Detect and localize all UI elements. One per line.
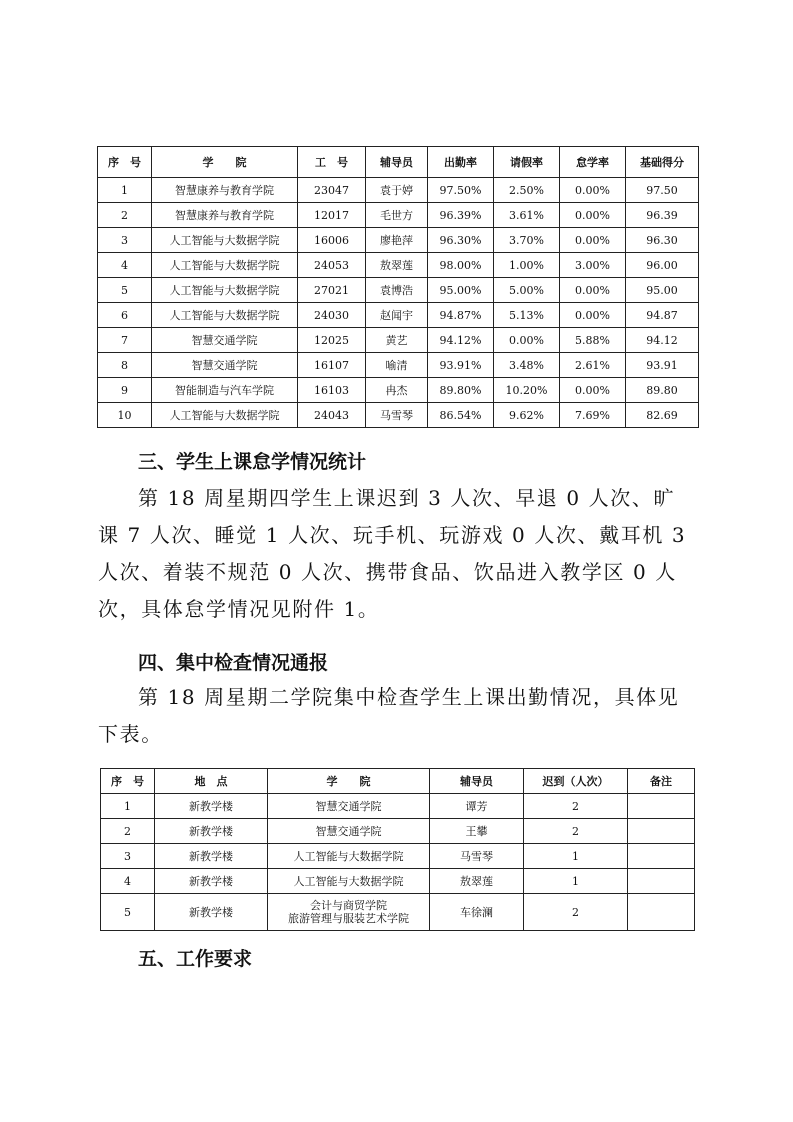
table-cell: 黄艺 bbox=[366, 328, 428, 353]
section-heading-4: 四、集中检查情况通报 bbox=[138, 652, 329, 674]
table-cell bbox=[628, 844, 695, 869]
table-cell: 9 bbox=[98, 378, 152, 403]
table-cell: 3 bbox=[98, 228, 152, 253]
table-cell: 新教学楼 bbox=[155, 869, 268, 894]
table-cell: 3.48% bbox=[494, 353, 560, 378]
table-cell: 1 bbox=[101, 794, 155, 819]
header-cell: 序 号 bbox=[101, 769, 155, 794]
table-cell: 0.00% bbox=[560, 203, 626, 228]
table-cell: 95.00 bbox=[626, 278, 699, 303]
table-cell: 袁博浩 bbox=[366, 278, 428, 303]
table-cell: 敖翠莲 bbox=[430, 869, 524, 894]
table-cell: 94.12 bbox=[626, 328, 699, 353]
table-row bbox=[98, 178, 699, 203]
section-heading-5: 五、工作要求 bbox=[138, 948, 253, 970]
table-cell: 赵闻宇 bbox=[366, 303, 428, 328]
table-cell: 新教学楼 bbox=[155, 844, 268, 869]
table-cell: 敖翠莲 bbox=[366, 253, 428, 278]
table-row bbox=[101, 819, 695, 844]
table-cell: 89.80% bbox=[428, 378, 494, 403]
table-row bbox=[101, 844, 695, 869]
table-cell bbox=[628, 819, 695, 844]
table-cell: 5 bbox=[101, 894, 155, 931]
header-cell: 怠学率 bbox=[560, 147, 626, 178]
table-cell: 93.91 bbox=[626, 353, 699, 378]
table-cell: 4 bbox=[101, 869, 155, 894]
table-row bbox=[98, 303, 699, 328]
table-cell: 2 bbox=[101, 819, 155, 844]
table-cell: 23047 bbox=[298, 178, 366, 203]
table-cell: 8 bbox=[98, 353, 152, 378]
inspection-table bbox=[100, 768, 695, 931]
table-cell: 0.00% bbox=[560, 303, 626, 328]
table-cell: 24030 bbox=[298, 303, 366, 328]
table-cell bbox=[628, 794, 695, 819]
header-cell: 辅导员 bbox=[366, 147, 428, 178]
table-cell: 82.69 bbox=[626, 403, 699, 428]
table-row bbox=[98, 378, 699, 403]
table-cell: 智能制造与汽车学院 bbox=[152, 378, 298, 403]
table-row bbox=[98, 228, 699, 253]
table-cell bbox=[628, 869, 695, 894]
table-cell: 智慧康养与教育学院 bbox=[152, 203, 298, 228]
table-cell: 93.91% bbox=[428, 353, 494, 378]
table-cell: 智慧康养与教育学院 bbox=[152, 178, 298, 203]
header-cell: 工 号 bbox=[298, 147, 366, 178]
table-cell: 10.20% bbox=[494, 378, 560, 403]
table-cell: 94.87% bbox=[428, 303, 494, 328]
table-cell: 车徐澜 bbox=[430, 894, 524, 931]
header-cell: 备注 bbox=[628, 769, 695, 794]
table-cell: 94.12% bbox=[428, 328, 494, 353]
table-cell: 0.00% bbox=[560, 178, 626, 203]
attendance-score-table bbox=[97, 146, 699, 428]
table-cell: 24043 bbox=[298, 403, 366, 428]
table-cell: 16107 bbox=[298, 353, 366, 378]
table-cell: 94.87 bbox=[626, 303, 699, 328]
table-cell: 王攀 bbox=[430, 819, 524, 844]
section-body-4: 第 18 周星期二学院集中检查学生上课出勤情况，具体见下表。 bbox=[98, 685, 680, 746]
table-cell: 会计与商贸学院 旅游管理与服装艺术学院 bbox=[268, 894, 430, 931]
table-cell: 16103 bbox=[298, 378, 366, 403]
table-cell: 毛世方 bbox=[366, 203, 428, 228]
table-row bbox=[98, 253, 699, 278]
table-cell: 人工智能与大数据学院 bbox=[152, 228, 298, 253]
table-cell: 27021 bbox=[298, 278, 366, 303]
table-cell: 96.39 bbox=[626, 203, 699, 228]
table-cell: 97.50 bbox=[626, 178, 699, 203]
table-cell: 新教学楼 bbox=[155, 894, 268, 931]
table-cell: 喻清 bbox=[366, 353, 428, 378]
table-cell: 新教学楼 bbox=[155, 819, 268, 844]
table-cell: 96.39% bbox=[428, 203, 494, 228]
table-cell: 1.00% bbox=[494, 253, 560, 278]
table-cell: 人工智能与大数据学院 bbox=[152, 403, 298, 428]
header-cell: 请假率 bbox=[494, 147, 560, 178]
table-cell: 3.61% bbox=[494, 203, 560, 228]
table-cell: 5.00% bbox=[494, 278, 560, 303]
table-cell: 2 bbox=[524, 894, 628, 931]
table-cell: 97.50% bbox=[428, 178, 494, 203]
table-cell: 袁于婷 bbox=[366, 178, 428, 203]
table-cell: 人工智能与大数据学院 bbox=[152, 253, 298, 278]
table-cell: 1 bbox=[524, 869, 628, 894]
table-cell: 2 bbox=[524, 819, 628, 844]
table-cell: 人工智能与大数据学院 bbox=[268, 869, 430, 894]
table-cell: 5.13% bbox=[494, 303, 560, 328]
table-cell: 96.30 bbox=[626, 228, 699, 253]
header-cell: 地 点 bbox=[155, 769, 268, 794]
table-header-row bbox=[98, 147, 699, 178]
table-cell: 3 bbox=[101, 844, 155, 869]
table-cell: 谭芳 bbox=[430, 794, 524, 819]
table-cell: 马雪琴 bbox=[430, 844, 524, 869]
table-cell: 2 bbox=[98, 203, 152, 228]
table-cell: 0.00% bbox=[560, 278, 626, 303]
table-cell: 89.80 bbox=[626, 378, 699, 403]
table-row bbox=[98, 203, 699, 228]
header-cell: 出勤率 bbox=[428, 147, 494, 178]
table-cell: 2 bbox=[524, 794, 628, 819]
table-cell: 9.62% bbox=[494, 403, 560, 428]
table-row bbox=[98, 403, 699, 428]
table-row bbox=[101, 894, 695, 931]
table-cell: 98.00% bbox=[428, 253, 494, 278]
table-cell: 24053 bbox=[298, 253, 366, 278]
table-header-row bbox=[101, 769, 695, 794]
table-cell: 5 bbox=[98, 278, 152, 303]
table-cell: 96.00 bbox=[626, 253, 699, 278]
table-cell: 廖艳萍 bbox=[366, 228, 428, 253]
table-cell: 16006 bbox=[298, 228, 366, 253]
table-cell: 86.54% bbox=[428, 403, 494, 428]
table-cell: 智慧交通学院 bbox=[268, 819, 430, 844]
table-cell: 0.00% bbox=[560, 378, 626, 403]
header-cell: 基础得分 bbox=[626, 147, 699, 178]
table-row bbox=[98, 353, 699, 378]
table-cell: 7.69% bbox=[560, 403, 626, 428]
table-cell: 2.61% bbox=[560, 353, 626, 378]
table-cell: 智慧交通学院 bbox=[152, 353, 298, 378]
section-body-3: 第 18 周星期四学生上课迟到 3 人次、早退 0 人次、旷课 7 人次、睡觉 1 人次、玩手机、玩游戏 0 人次、戴耳机 3 人次、着装不规范 0 人次、携带食品、饮品进入教学区 0 人次，具体怠学情况见附件 1。 bbox=[98, 486, 687, 621]
table-cell: 12017 bbox=[298, 203, 366, 228]
header-cell: 学 院 bbox=[152, 147, 298, 178]
table-cell: 10 bbox=[98, 403, 152, 428]
table-cell: 0.00% bbox=[494, 328, 560, 353]
table-cell: 1 bbox=[98, 178, 152, 203]
table-cell: 12025 bbox=[298, 328, 366, 353]
table-row bbox=[98, 328, 699, 353]
table-cell: 智慧交通学院 bbox=[152, 328, 298, 353]
table-cell: 0.00% bbox=[560, 228, 626, 253]
table-cell: 1 bbox=[524, 844, 628, 869]
header-cell: 迟到（人次） bbox=[524, 769, 628, 794]
table-cell: 人工智能与大数据学院 bbox=[152, 278, 298, 303]
header-cell: 学 院 bbox=[268, 769, 430, 794]
table-cell: 5.88% bbox=[560, 328, 626, 353]
table-row bbox=[98, 278, 699, 303]
table-cell: 新教学楼 bbox=[155, 794, 268, 819]
header-cell: 辅导员 bbox=[430, 769, 524, 794]
table-cell: 冉杰 bbox=[366, 378, 428, 403]
table-cell: 96.30% bbox=[428, 228, 494, 253]
table-cell bbox=[628, 894, 695, 931]
table-cell: 7 bbox=[98, 328, 152, 353]
table-cell: 2.50% bbox=[494, 178, 560, 203]
table-cell: 3.70% bbox=[494, 228, 560, 253]
table-cell: 6 bbox=[98, 303, 152, 328]
header-cell: 序 号 bbox=[98, 147, 152, 178]
section-heading-3: 三、学生上课怠学情况统计 bbox=[138, 451, 367, 473]
table-cell: 人工智能与大数据学院 bbox=[268, 844, 430, 869]
table-cell: 95.00% bbox=[428, 278, 494, 303]
table-row bbox=[101, 794, 695, 819]
table-cell: 3.00% bbox=[560, 253, 626, 278]
table-cell: 人工智能与大数据学院 bbox=[152, 303, 298, 328]
table-row bbox=[101, 869, 695, 894]
table-cell: 智慧交通学院 bbox=[268, 794, 430, 819]
table-cell: 4 bbox=[98, 253, 152, 278]
table-cell: 马雪琴 bbox=[366, 403, 428, 428]
